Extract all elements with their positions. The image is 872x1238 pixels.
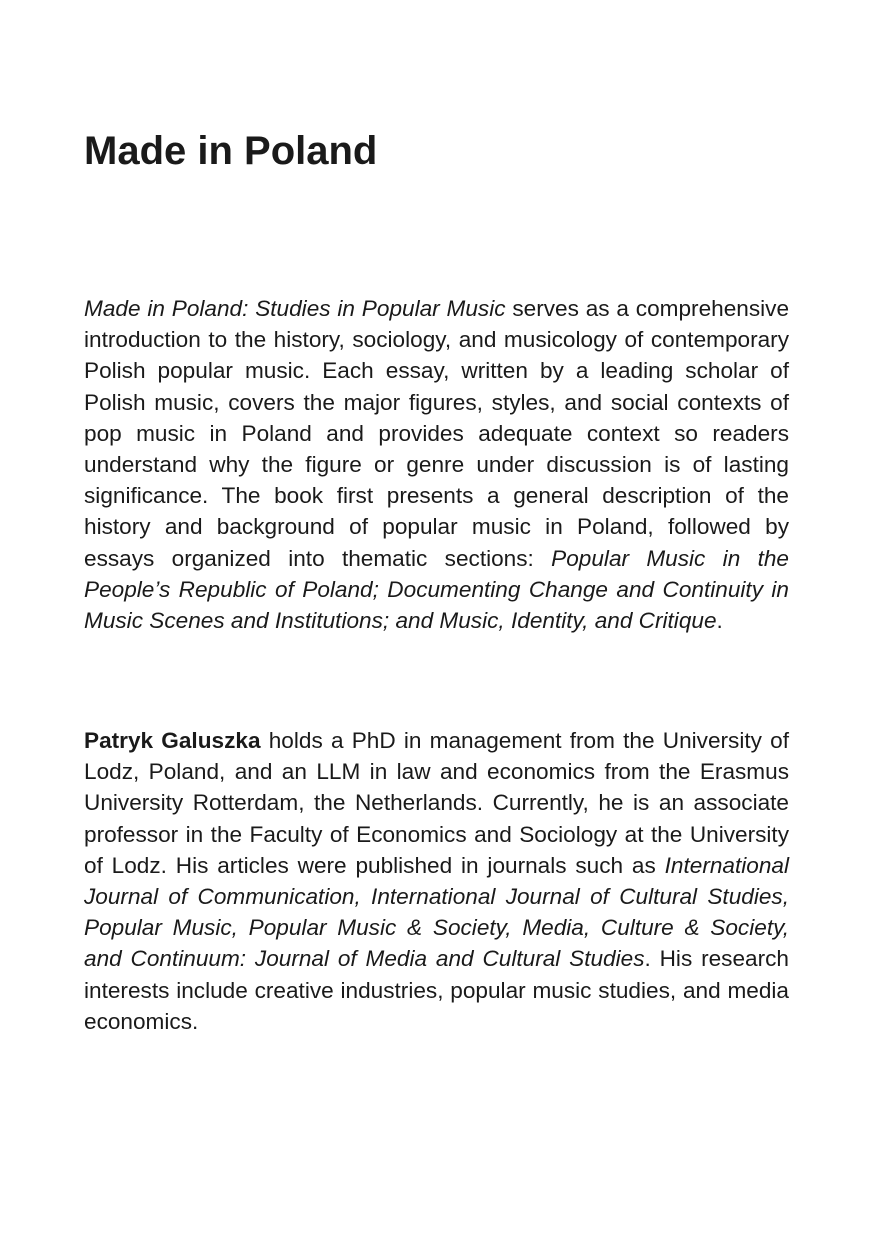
thematic-sections: Popular Music in the People’s Republic of Poland; Documenting Change and Continuity in Music Scenes and Institutions; and Music, Identity, and Critique xyxy=(84,545,789,634)
author-name: Patryk Galuszka xyxy=(84,728,261,753)
author-bio-text: holds a PhD in management from the University of Lodz, Poland, and an LLM in law and economics from the Erasmus University Rotterdam, the Netherlands. Currently, he is an associate professor in the Faculty of Economics and Sociology at the University of Lodz. His articles were published in journals such as xyxy=(84,728,790,878)
description-text: serves as a comprehensive introduction to the history, sociology, and musicology of contemporary Polish popular music. Each essay, written by a leading scholar of Polish music, covers the major figures, styles, and social contexts of pop music in Poland and provides adequate context so readers understand why the figure or genre under discussion is of lasting significance. The book first presents a general description of the history and background of popular music in Poland, followed by essays organized into thematic sections: xyxy=(84,296,790,571)
page-title: Made in Poland xyxy=(84,129,378,173)
journal-list: International Journal of Communication, International Journal of Cultural Studies, Popular Music, Popular Music & Society, Media, Culture & Society, and Continuum: Journal of Media and Cultural Studies xyxy=(84,852,789,972)
book-title: Made in Poland: Studies in Popular Music xyxy=(84,296,506,321)
book-description xyxy=(84,293,789,636)
description-end: . xyxy=(716,608,723,634)
author-bio xyxy=(84,725,789,1037)
author-bio-text-end: . His research interests include creative industries, popular music studies, and media economics. xyxy=(84,946,789,1034)
